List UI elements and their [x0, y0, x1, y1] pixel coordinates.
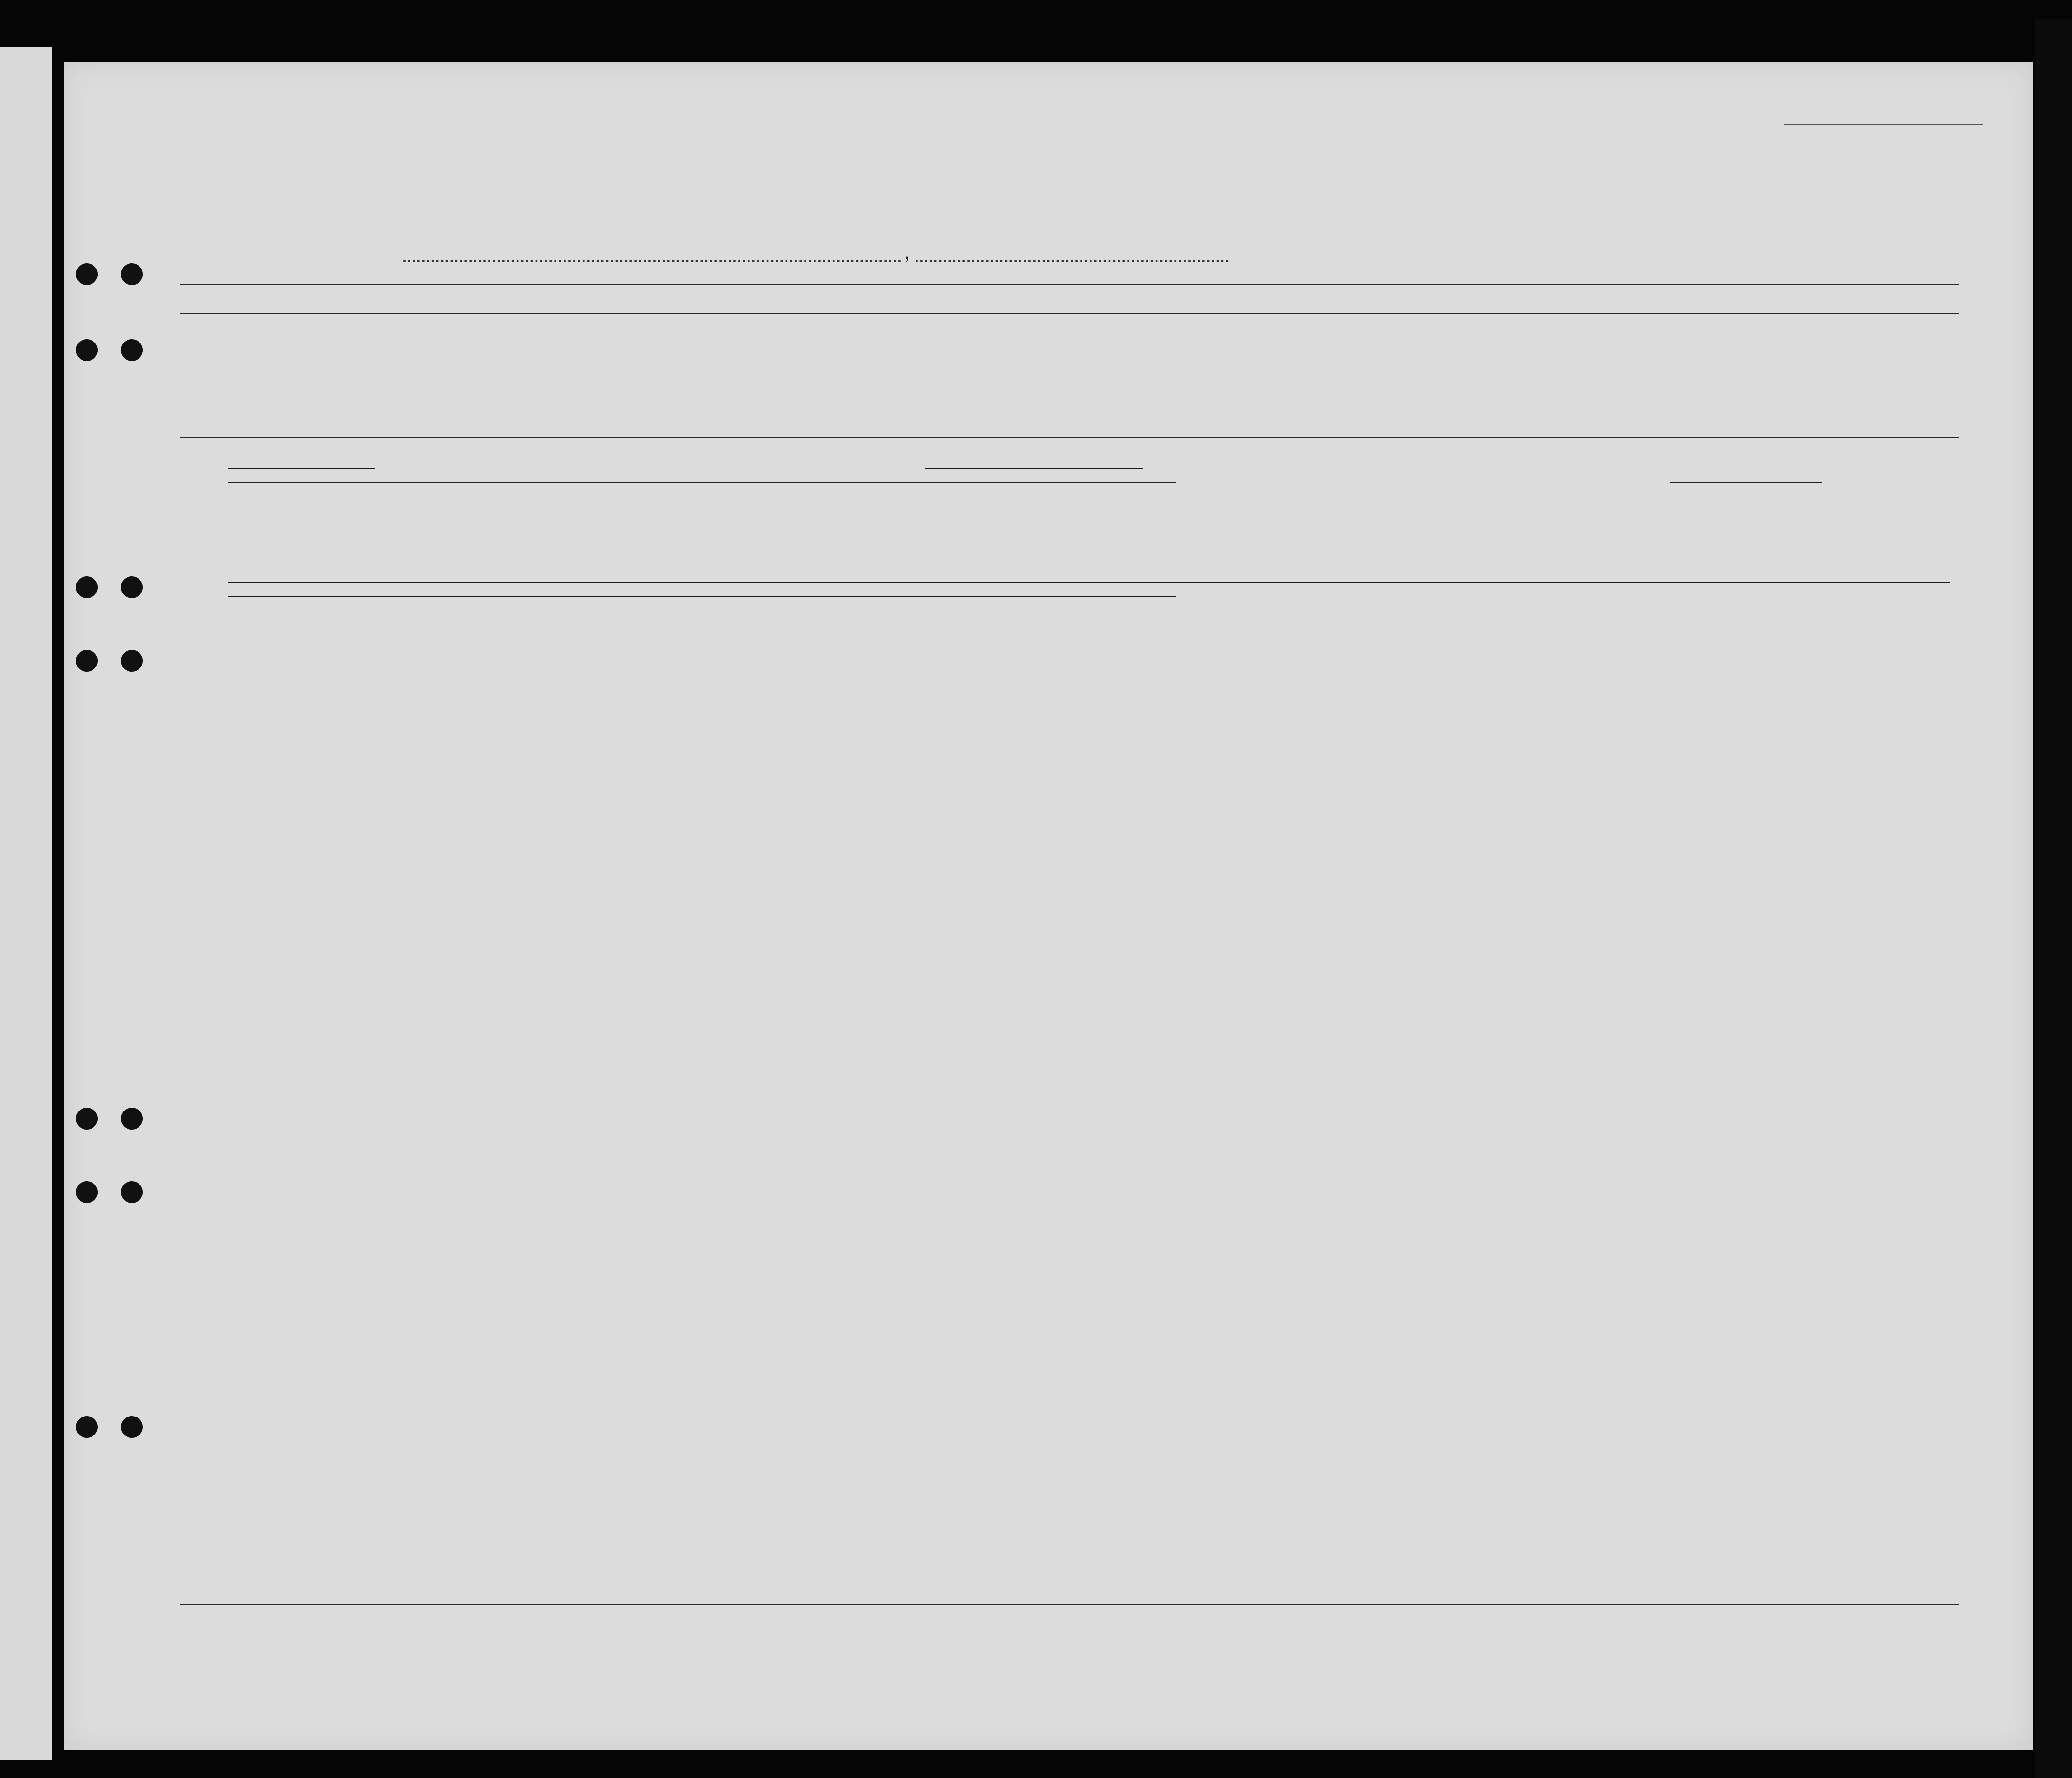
- punch-hole: [76, 1416, 98, 1438]
- header-purpose-citizen: [1276, 327, 1300, 436]
- list-underline: [1784, 124, 1983, 125]
- port-line: [403, 260, 901, 262]
- punch-hole: [121, 339, 143, 361]
- header-possession: [758, 318, 783, 436]
- strikethrough: [228, 596, 1176, 597]
- header-purpose-length: [1236, 327, 1259, 436]
- punch-hole: [121, 1181, 143, 1203]
- strikethrough: [228, 582, 1950, 583]
- date-line: [916, 260, 1229, 262]
- header-rule: [180, 437, 1959, 438]
- header-rule: [180, 313, 1959, 314]
- punch-hole: [76, 263, 98, 285]
- punch-hole: [121, 1108, 143, 1130]
- punch-hole: [121, 576, 143, 598]
- strikethrough: [1670, 482, 1822, 483]
- header-overthrow: [1398, 318, 1446, 436]
- header-deported: [1494, 318, 1518, 436]
- header-labor-offer: [1449, 318, 1482, 436]
- punch-hole: [121, 1416, 143, 1438]
- punch-hole: [76, 1108, 98, 1130]
- header-purpose-return: [1172, 327, 1206, 436]
- punch-hole: [76, 1181, 98, 1203]
- punch-hole: [76, 650, 98, 672]
- strikethrough: [925, 468, 1143, 469]
- punch-hole: [121, 650, 143, 672]
- header-prison: [1318, 318, 1345, 436]
- punch-hole: [76, 339, 98, 361]
- strikethrough: [228, 468, 375, 469]
- comma: ,: [904, 238, 910, 264]
- adjacent-page-edge: [0, 47, 52, 1760]
- header-ticket: [637, 318, 665, 436]
- strikethrough: [228, 482, 1176, 483]
- punch-hole: [76, 576, 98, 598]
- header-anarchist: [1376, 318, 1395, 436]
- punch-hole: [121, 263, 143, 285]
- binding-edge: [2035, 19, 2072, 1778]
- header-polygamist: [1351, 318, 1371, 436]
